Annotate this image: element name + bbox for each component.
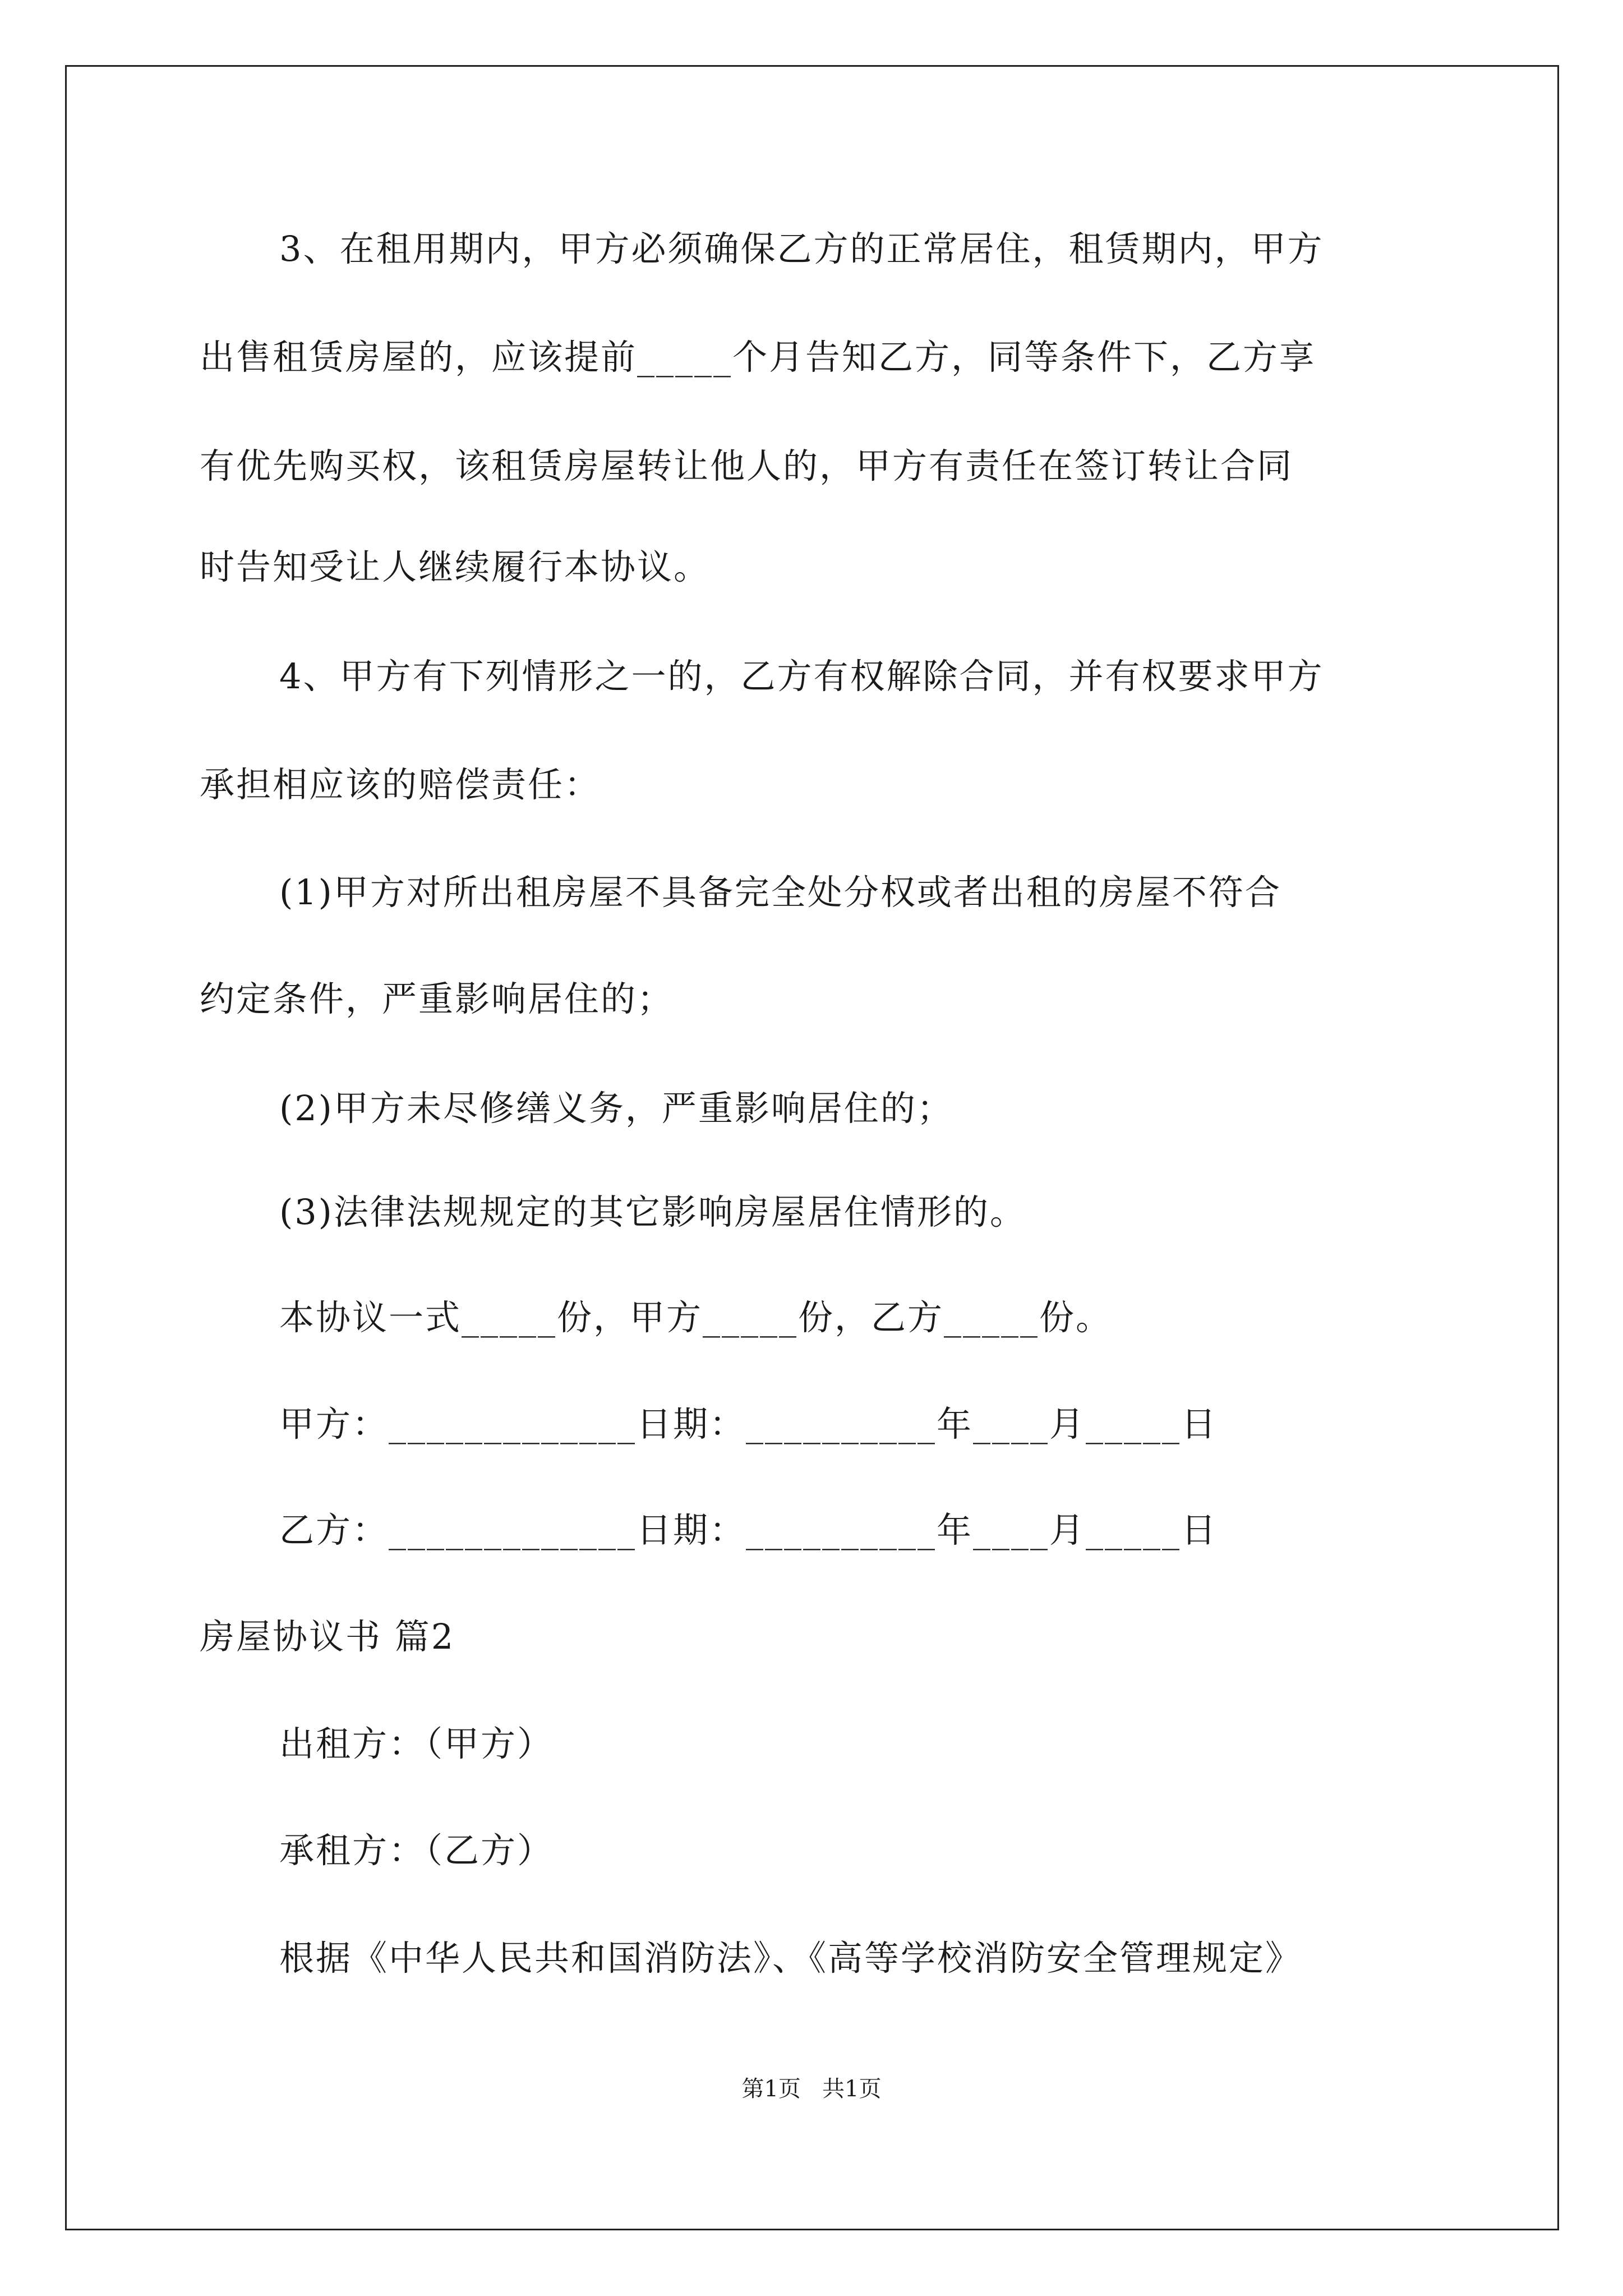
section-title: 房屋协议书 篇2 (200, 1616, 455, 1657)
page-border (65, 65, 1559, 2230)
clause-3-line-3: 有优先购买权，该租赁房屋转让他人的，甲方有责任在签订转让合同 (200, 445, 1294, 486)
item-1-line-2: 约定条件，严重影响居住的； (200, 978, 674, 1019)
copies-statement: 本协议一式_____份，甲方_____份，乙方_____份。 (279, 1297, 1113, 1338)
lessor-line: 出租方：（甲方） (279, 1723, 554, 1764)
clause-4-line-2: 承担相应该的赔偿责任： (200, 764, 601, 805)
page-number-footer: 第1页 共1页 (741, 2076, 882, 2102)
clause-3-line-4: 时告知受让人继续履行本协议。 (200, 546, 711, 587)
clause-3-line-2: 出售租赁房屋的，应该提前_____个月告知乙方，同等条件下，乙方享 (200, 337, 1316, 378)
item-3: (3)法律法规规定的其它影响房屋居住情形的。 (279, 1191, 1026, 1232)
clause-3-line-1: 3、在租用期内，甲方必须确保乙方的正常居住，租赁期内，甲方 (279, 228, 1324, 269)
legal-basis-line: 根据《中华人民共和国消防法》、《高等学校消防安全管理规定》 (279, 1938, 1302, 1978)
clause-4-line-1: 4、甲方有下列情形之一的，乙方有权解除合同，并有权要求甲方 (279, 656, 1324, 697)
party-b-signature-line: 乙方：_____________日期：__________年____月_____日 (279, 1510, 1218, 1550)
lessee-line: 承租方：（乙方） (279, 1830, 554, 1871)
item-2: (2)甲方未尽修缮义务，严重影响居住的； (279, 1088, 953, 1129)
party-a-signature-line: 甲方：_____________日期：__________年____月_____日 (279, 1404, 1218, 1444)
item-1-line-1: (1)甲方对所出租房屋不具备完全处分权或者出租的房屋不符合 (279, 872, 1281, 913)
